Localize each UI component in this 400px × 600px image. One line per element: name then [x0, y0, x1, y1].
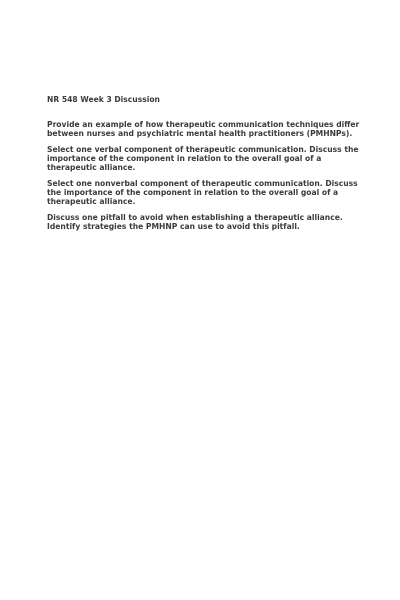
document-title: NR 548 Week 3 Discussion — [47, 95, 160, 104]
prompt-paragraph-verbal-component: Select one verbal component of therapeutic communication. Discuss the importance of the component in relation to the overall goal of a therapeutic alliance. — [47, 145, 359, 172]
prompt-paragraph-pitfall: Discuss one pitfall to avoid when establishing a therapeutic alliance. Identify strategies the PMHNP can use to avoid this pitfall. — [47, 213, 343, 231]
prompt-paragraph-nonverbal-component: Select one nonverbal component of therapeutic communication. Discuss the importance of the component in relation to the overall goal of a therapeutic alliance. — [47, 179, 358, 206]
document-body — [47, 95, 369, 238]
prompt-paragraph-communication-techniques: Provide an example of how therapeutic communication techniques differ between nurses and psychiatric mental health practitioners (PMHNPs). — [47, 120, 360, 138]
